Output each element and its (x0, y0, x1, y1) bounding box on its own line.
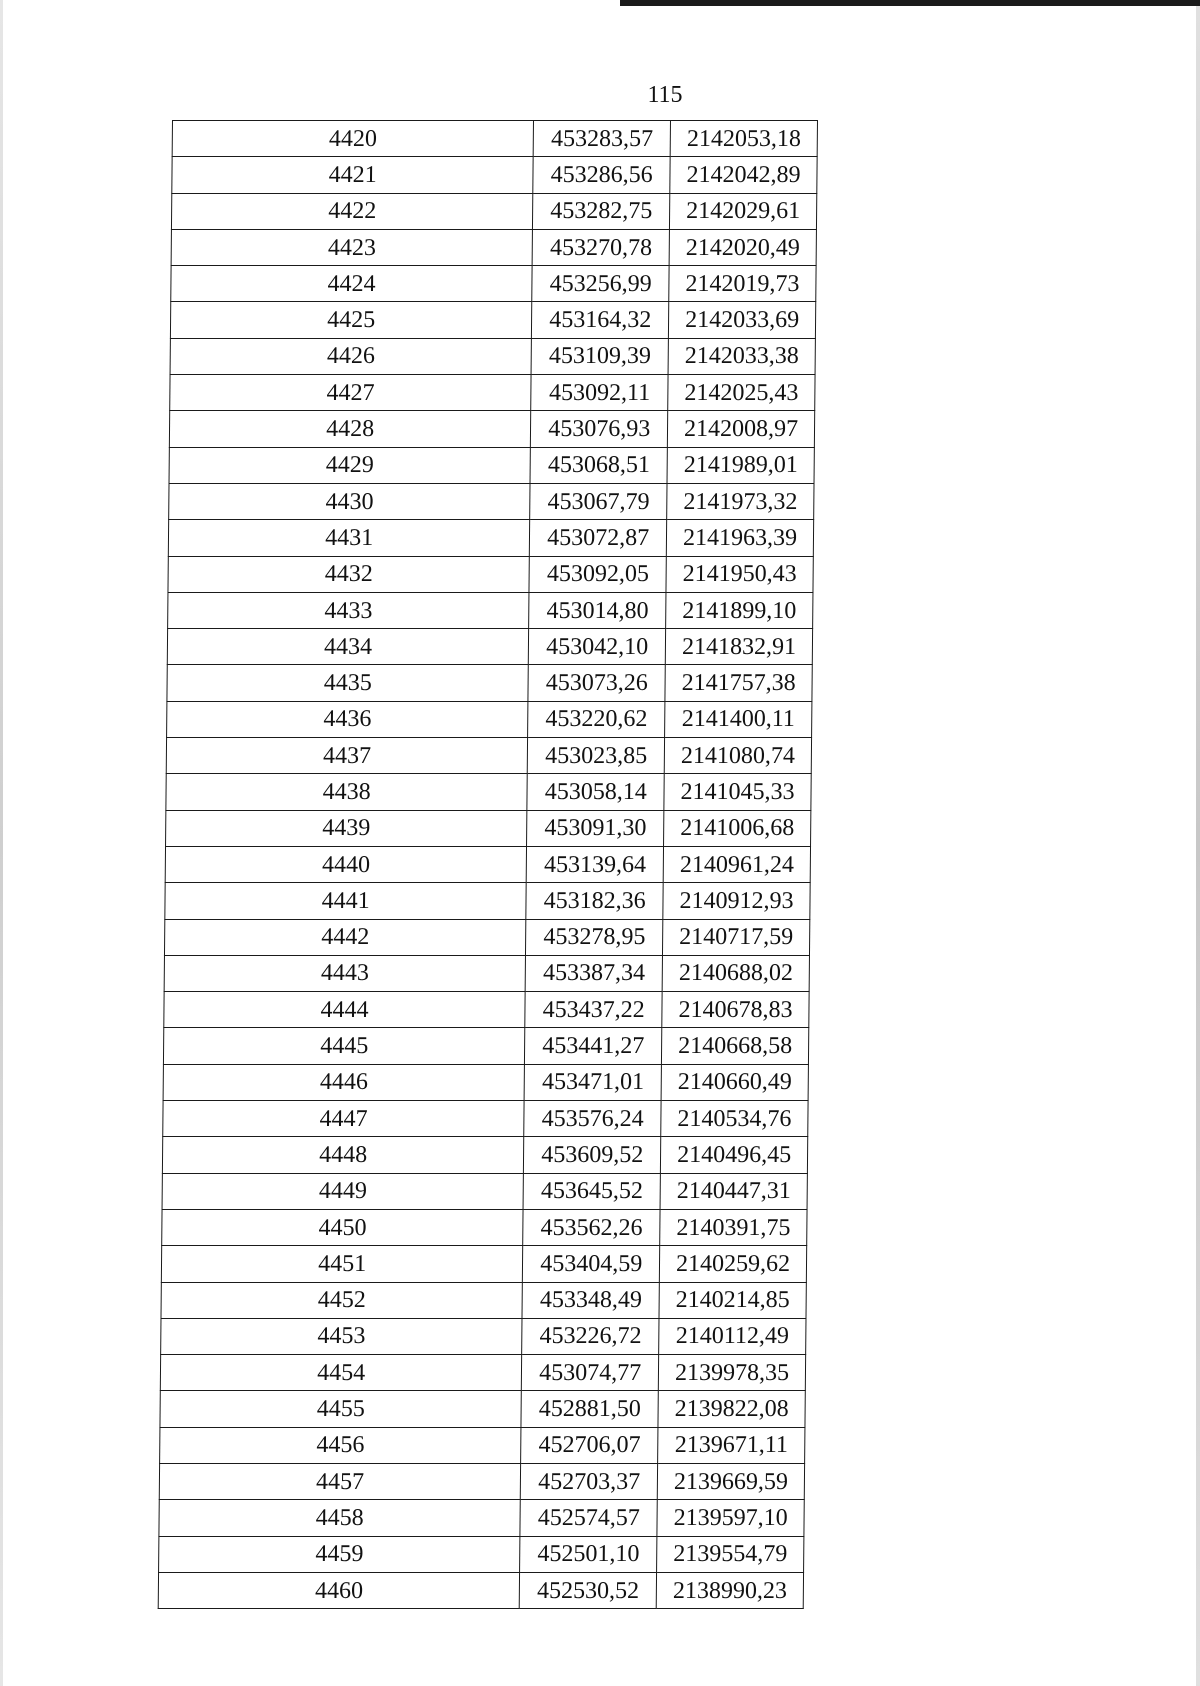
table-row (171, 266, 816, 302)
table-row (161, 1282, 806, 1318)
x-coordinate-cell: 453348,49 (522, 1282, 659, 1318)
table-row (159, 1536, 804, 1572)
x-coordinate-cell: 453139,64 (527, 846, 664, 882)
point-number-cell: 4443 (164, 955, 526, 991)
y-coordinate-cell: 2141045,33 (664, 774, 811, 810)
point-number-cell: 4431 (168, 520, 530, 556)
point-number-cell: 4420 (172, 121, 534, 157)
y-coordinate-cell: 2140214,85 (659, 1282, 806, 1318)
table-row (163, 1101, 808, 1137)
table-row (160, 1355, 805, 1391)
y-coordinate-cell: 2140961,24 (663, 846, 810, 882)
point-number-cell: 4444 (164, 992, 526, 1028)
x-coordinate-cell: 453404,59 (523, 1246, 660, 1282)
y-coordinate-cell: 2142042,89 (670, 157, 817, 193)
point-number-cell: 4426 (170, 338, 532, 374)
y-coordinate-cell: 2139554,79 (657, 1536, 804, 1572)
y-coordinate-cell: 2142020,49 (669, 229, 816, 265)
y-coordinate-cell: 2139669,59 (657, 1463, 804, 1499)
point-number-cell: 4422 (171, 193, 533, 229)
table-row (160, 1427, 805, 1463)
table-row (170, 302, 815, 338)
x-coordinate-cell: 453182,36 (526, 883, 663, 919)
point-number-cell: 4425 (170, 302, 532, 338)
x-coordinate-cell: 453562,26 (523, 1209, 660, 1245)
x-coordinate-cell: 453283,57 (533, 121, 670, 157)
point-number-cell: 4459 (159, 1536, 521, 1572)
x-coordinate-cell: 453092,11 (531, 375, 668, 411)
x-coordinate-cell: 453076,93 (531, 411, 668, 447)
table-row (168, 556, 813, 592)
table-row (166, 738, 811, 774)
table-row (166, 810, 811, 846)
x-coordinate-cell: 453058,14 (527, 774, 664, 810)
x-coordinate-cell: 453068,51 (530, 447, 667, 483)
x-coordinate-cell: 453220,62 (528, 701, 665, 737)
table-row (164, 992, 809, 1028)
table-row (164, 955, 809, 991)
point-number-cell: 4460 (158, 1572, 520, 1608)
x-coordinate-cell: 452881,50 (521, 1391, 658, 1427)
y-coordinate-cell: 2142033,38 (668, 338, 815, 374)
y-coordinate-cell: 2142029,61 (670, 193, 817, 229)
x-coordinate-cell: 452574,57 (520, 1500, 657, 1536)
table-row (162, 1173, 807, 1209)
table-row (165, 846, 810, 882)
y-coordinate-cell: 2140717,59 (663, 919, 810, 955)
y-coordinate-cell: 2142019,73 (669, 266, 816, 302)
table-row (167, 701, 812, 737)
scan-left-edge (0, 0, 3, 1686)
y-coordinate-cell: 2141950,43 (666, 556, 813, 592)
point-number-cell: 4438 (166, 774, 528, 810)
y-coordinate-cell: 2141400,11 (665, 701, 812, 737)
point-number-cell: 4423 (171, 229, 533, 265)
point-number-cell: 4455 (160, 1391, 522, 1427)
x-coordinate-cell: 453023,85 (528, 738, 665, 774)
table-row (167, 665, 812, 701)
table-row (164, 919, 809, 955)
y-coordinate-cell: 2141973,32 (667, 483, 814, 519)
x-coordinate-cell: 453286,56 (533, 157, 670, 193)
point-number-cell: 4456 (160, 1427, 522, 1463)
y-coordinate-cell: 2139822,08 (658, 1391, 805, 1427)
x-coordinate-cell: 453471,01 (524, 1064, 661, 1100)
point-number-cell: 4445 (163, 1028, 525, 1064)
x-coordinate-cell: 453042,10 (529, 629, 666, 665)
x-coordinate-cell: 453067,79 (530, 483, 667, 519)
point-number-cell: 4432 (168, 556, 530, 592)
table-row (163, 1028, 808, 1064)
point-number-cell: 4457 (159, 1463, 521, 1499)
point-number-cell: 4433 (168, 592, 530, 628)
point-number-cell: 4446 (163, 1064, 525, 1100)
y-coordinate-cell: 2140660,49 (661, 1064, 808, 1100)
point-number-cell: 4436 (167, 701, 529, 737)
table-row (158, 1572, 803, 1608)
y-coordinate-cell: 2140391,75 (660, 1209, 807, 1245)
y-coordinate-cell: 2141080,74 (664, 738, 811, 774)
point-number-cell: 4430 (169, 483, 531, 519)
y-coordinate-cell: 2141963,39 (666, 520, 813, 556)
x-coordinate-cell: 453226,72 (522, 1318, 659, 1354)
point-number-cell: 4454 (160, 1355, 522, 1391)
y-coordinate-cell: 2138990,23 (656, 1572, 803, 1608)
x-coordinate-cell: 453014,80 (529, 592, 666, 628)
table-row (169, 447, 814, 483)
table-row (168, 592, 813, 628)
y-coordinate-cell: 2140112,49 (659, 1318, 806, 1354)
y-coordinate-cell: 2140688,02 (662, 955, 809, 991)
coordinates-table-body (158, 121, 817, 1609)
point-number-cell: 4458 (159, 1500, 521, 1536)
point-number-cell: 4437 (166, 738, 528, 774)
y-coordinate-cell: 2139597,10 (657, 1500, 804, 1536)
x-coordinate-cell: 453576,24 (524, 1101, 661, 1137)
x-coordinate-cell: 453109,39 (531, 338, 668, 374)
point-number-cell: 4424 (171, 266, 533, 302)
point-number-cell: 4421 (172, 157, 534, 193)
y-coordinate-cell: 2140668,58 (662, 1028, 809, 1064)
coordinates-table (158, 120, 818, 1609)
y-coordinate-cell: 2140912,93 (663, 883, 810, 919)
point-number-cell: 4434 (167, 629, 529, 665)
table-row (161, 1318, 806, 1354)
scan-right-edge (1196, 0, 1200, 1686)
table-row (172, 121, 817, 157)
table-row (160, 1391, 805, 1427)
point-number-cell: 4439 (166, 810, 528, 846)
point-number-cell: 4441 (165, 883, 527, 919)
y-coordinate-cell: 2141757,38 (665, 665, 812, 701)
y-coordinate-cell: 2139671,11 (658, 1427, 805, 1463)
x-coordinate-cell: 453073,26 (528, 665, 665, 701)
table-row (161, 1246, 806, 1282)
point-number-cell: 4450 (162, 1209, 524, 1245)
x-coordinate-cell: 453072,87 (530, 520, 667, 556)
y-coordinate-cell: 2140259,62 (660, 1246, 807, 1282)
table-row (162, 1209, 807, 1245)
y-coordinate-cell: 2141832,91 (665, 629, 812, 665)
y-coordinate-cell: 2140678,83 (662, 992, 809, 1028)
x-coordinate-cell: 453278,95 (526, 919, 663, 955)
point-number-cell: 4449 (162, 1173, 524, 1209)
table-row (170, 375, 815, 411)
point-number-cell: 4442 (164, 919, 526, 955)
point-number-cell: 4435 (167, 665, 529, 701)
y-coordinate-cell: 2139978,35 (658, 1355, 805, 1391)
x-coordinate-cell: 452501,10 (520, 1536, 657, 1572)
y-coordinate-cell: 2142008,97 (668, 411, 815, 447)
page-number: 115 (647, 82, 683, 108)
x-coordinate-cell: 453074,77 (522, 1355, 659, 1391)
x-coordinate-cell: 453092,05 (529, 556, 666, 592)
x-coordinate-cell: 453282,75 (533, 193, 670, 229)
table-row (171, 193, 816, 229)
x-coordinate-cell: 453387,34 (525, 955, 662, 991)
table-row (162, 1137, 807, 1173)
x-coordinate-cell: 453164,32 (532, 302, 669, 338)
table-row (166, 774, 811, 810)
point-number-cell: 4447 (163, 1101, 525, 1137)
y-coordinate-cell: 2142033,69 (669, 302, 816, 338)
table-row (159, 1500, 804, 1536)
x-coordinate-cell: 452706,07 (521, 1427, 658, 1463)
x-coordinate-cell: 453270,78 (532, 229, 669, 265)
table-row (159, 1463, 804, 1499)
table-row (170, 338, 815, 374)
table-row (163, 1064, 808, 1100)
y-coordinate-cell: 2142025,43 (668, 375, 815, 411)
y-coordinate-cell: 2140447,31 (660, 1173, 807, 1209)
x-coordinate-cell: 452703,37 (521, 1463, 658, 1499)
x-coordinate-cell: 453441,27 (525, 1028, 662, 1064)
point-number-cell: 4452 (161, 1282, 523, 1318)
x-coordinate-cell: 453645,52 (523, 1173, 660, 1209)
y-coordinate-cell: 2141989,01 (667, 447, 814, 483)
table-row (165, 883, 810, 919)
table-row (168, 520, 813, 556)
table-row (172, 157, 817, 193)
table-row (169, 411, 814, 447)
y-coordinate-cell: 2140496,45 (661, 1137, 808, 1173)
x-coordinate-cell: 452530,52 (520, 1572, 657, 1608)
x-coordinate-cell: 453091,30 (527, 810, 664, 846)
point-number-cell: 4429 (169, 447, 531, 483)
x-coordinate-cell: 453437,22 (525, 992, 662, 1028)
point-number-cell: 4448 (162, 1137, 524, 1173)
table-row (169, 483, 814, 519)
x-coordinate-cell: 453609,52 (524, 1137, 661, 1173)
y-coordinate-cell: 2141899,10 (666, 592, 813, 628)
point-number-cell: 4440 (165, 846, 527, 882)
point-number-cell: 4427 (170, 375, 532, 411)
y-coordinate-cell: 2142053,18 (670, 121, 817, 157)
point-number-cell: 4451 (161, 1246, 523, 1282)
y-coordinate-cell: 2141006,68 (664, 810, 811, 846)
table-row (171, 229, 816, 265)
point-number-cell: 4428 (169, 411, 531, 447)
y-coordinate-cell: 2140534,76 (661, 1101, 808, 1137)
x-coordinate-cell: 453256,99 (532, 266, 669, 302)
table-row (167, 629, 812, 665)
point-number-cell: 4453 (161, 1318, 523, 1354)
top-rule (620, 0, 1200, 6)
